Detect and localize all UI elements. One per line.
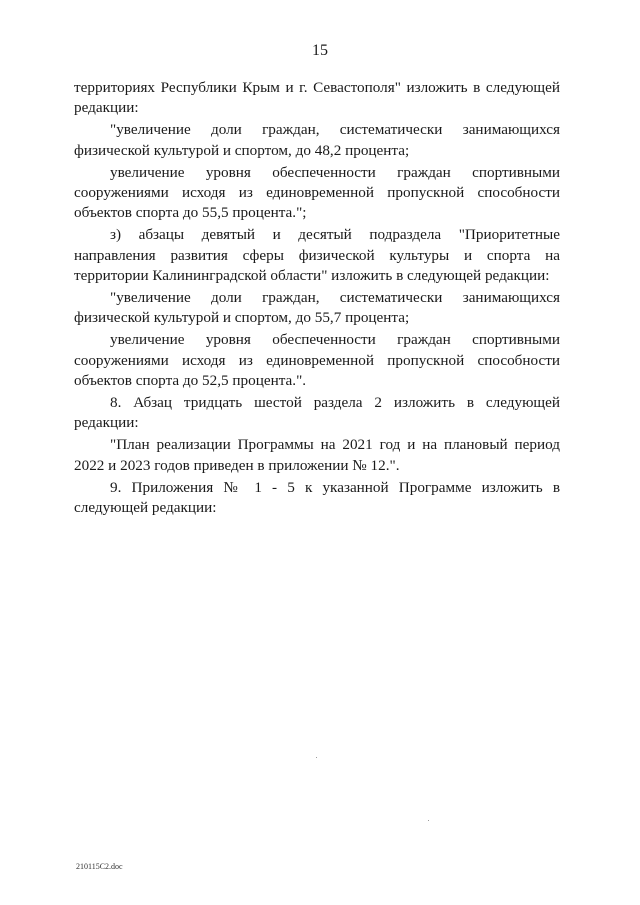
document-body: [74, 78, 560, 518]
paragraph-3: увеличение уровня обеспеченности граждан спортивными сооружениями исходя из единовременной пропускной способности объектов спорта до 55,5 процента.";: [74, 163, 560, 222]
paragraph-5: "увеличение доли граждан, систематически занимающихся физической культурой и спортом, до 55,7 процента;: [74, 289, 560, 327]
footer-filename: 210115C2.doc: [76, 862, 123, 871]
paragraph-2: "увеличение доли граждан, систематически занимающихся физической культурой и спортом, до 48,2 процента;: [74, 121, 560, 159]
paragraph-7: 8. Абзац тридцать шестой раздела 2 изложить в следующей редакции:: [74, 394, 560, 432]
paragraph-8: "План реализации Программы на 2021 год и на плановый период 2022 и 2023 годов приведен в приложении № 12.".: [74, 436, 560, 474]
paragraph-4: з) абзацы девятый и десятый подраздела "Приоритетные направления развития сферы физической культуры и спорта на территории Калининградской области" изложить в следующей редакции:: [74, 226, 560, 284]
paragraph-9: 9. Приложения № 1 - 5 к указанной Программе изложить в следующей редакции:: [74, 478, 560, 517]
page-number: 15: [312, 42, 328, 59]
scan-speck: [428, 820, 429, 821]
paragraph-1: территориях Республики Крым и г. Севастополя" изложить в следующей редакции:: [74, 79, 560, 117]
paragraph-6: увеличение уровня обеспеченности граждан спортивными сооружениями исходя из единовременной пропускной способности объектов спорта до 52,5 процента.".: [74, 331, 560, 389]
scan-speck: [316, 757, 317, 758]
